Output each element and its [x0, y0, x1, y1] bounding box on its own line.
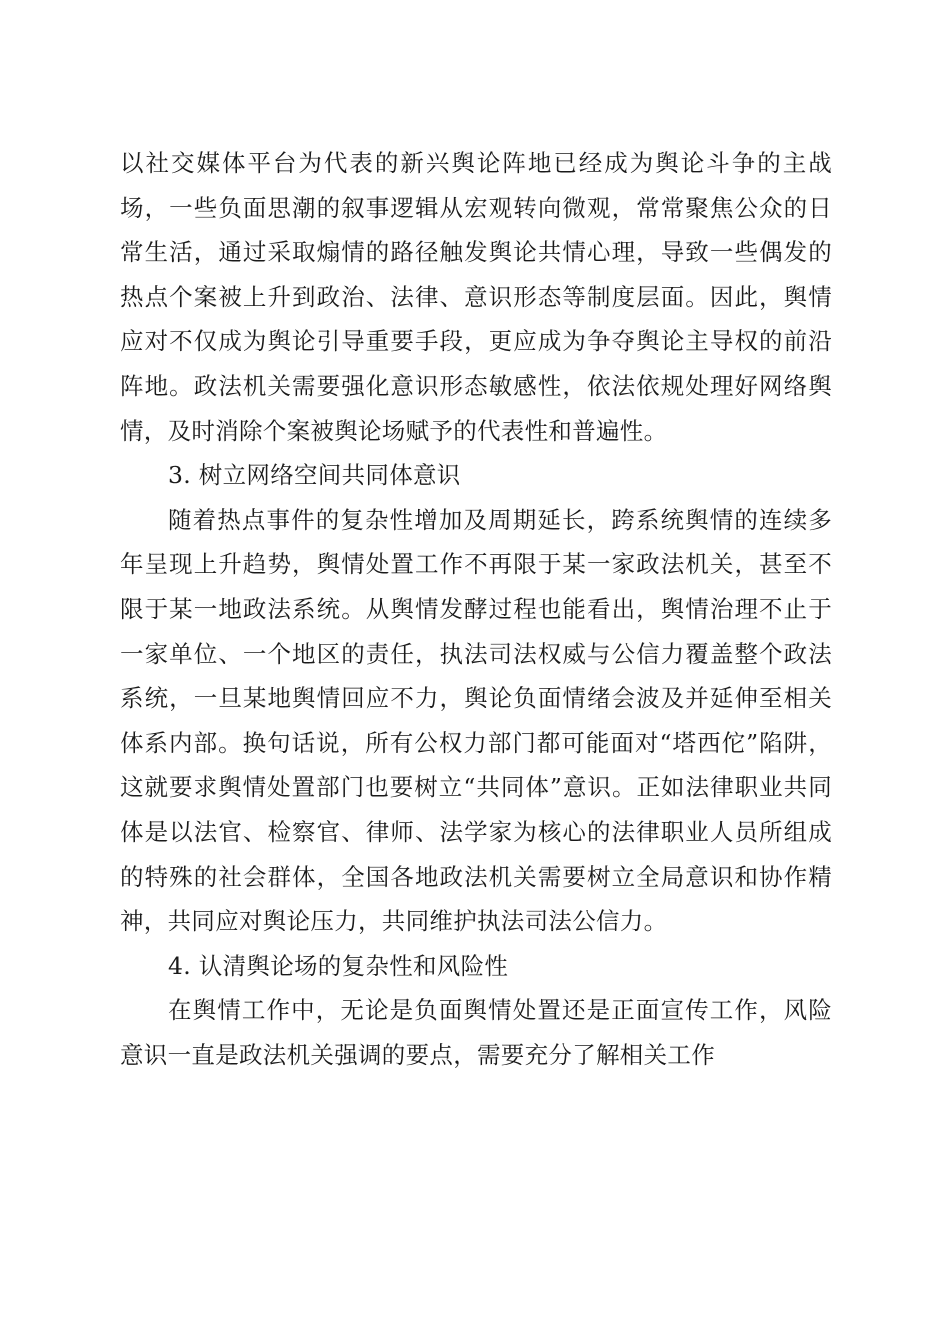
section-heading-3: 3. 树立网络空间共同体意识 [168, 461, 461, 490]
paragraph-1: 以社交媒体平台为代表的新兴舆论阵地已经成为舆论斗争的主战场，一些负面思潮的叙事逻辑从宏观转向微观，常常聚焦公众的日常生活，通过采取煽情的路径触发舆论共情心理，导致一些偶发的热点个案被上升到政治、法律、意识形态等制度层面。因此，舆情应对不仅成为舆论引导重要手段，更应成为争夺舆论主导权的前沿阵地。政法机关需要强化意识形态敏感性，依法依规处理好网络舆情，及时消除个案被舆论场赋予的代表性和普遍性。 [120, 149, 832, 445]
document-body [120, 141, 832, 1077]
paragraph-2: 随着热点事件的复杂性增加及周期延长，跨系统舆情的连续多年呈现上升趋势，舆情处置工作不再限于某一家政法机关，甚至不限于某一地政法系统。从舆情发酵过程也能看出，舆情治理不止于一家单位、一个地区的责任，执法司法权威与公信力覆盖整个政法系统，一旦某地舆情回应不力，舆论负面情绪会波及并延伸至相关体系内部。换句话说，所有公权力部门都可能面对“塔西佗”陷阱，这就要求舆情处置部门也要树立“共同体”意识。正如法律职业共同体是以法官、检察官、律师、法学家为核心的法律职业人员所组成的特殊的社会群体，全国各地政法机关需要树立全局意识和协作精神，共同应对舆论压力，共同维护执法司法公信力。 [120, 505, 832, 936]
section-heading-4: 4. 认清舆论场的复杂性和风险性 [168, 951, 509, 980]
paragraph-3: 在舆情工作中，无论是负面舆情处置还是正面宣传工作，风险意识一直是政法机关强调的要点，需要充分了解相关工作 [120, 996, 832, 1069]
